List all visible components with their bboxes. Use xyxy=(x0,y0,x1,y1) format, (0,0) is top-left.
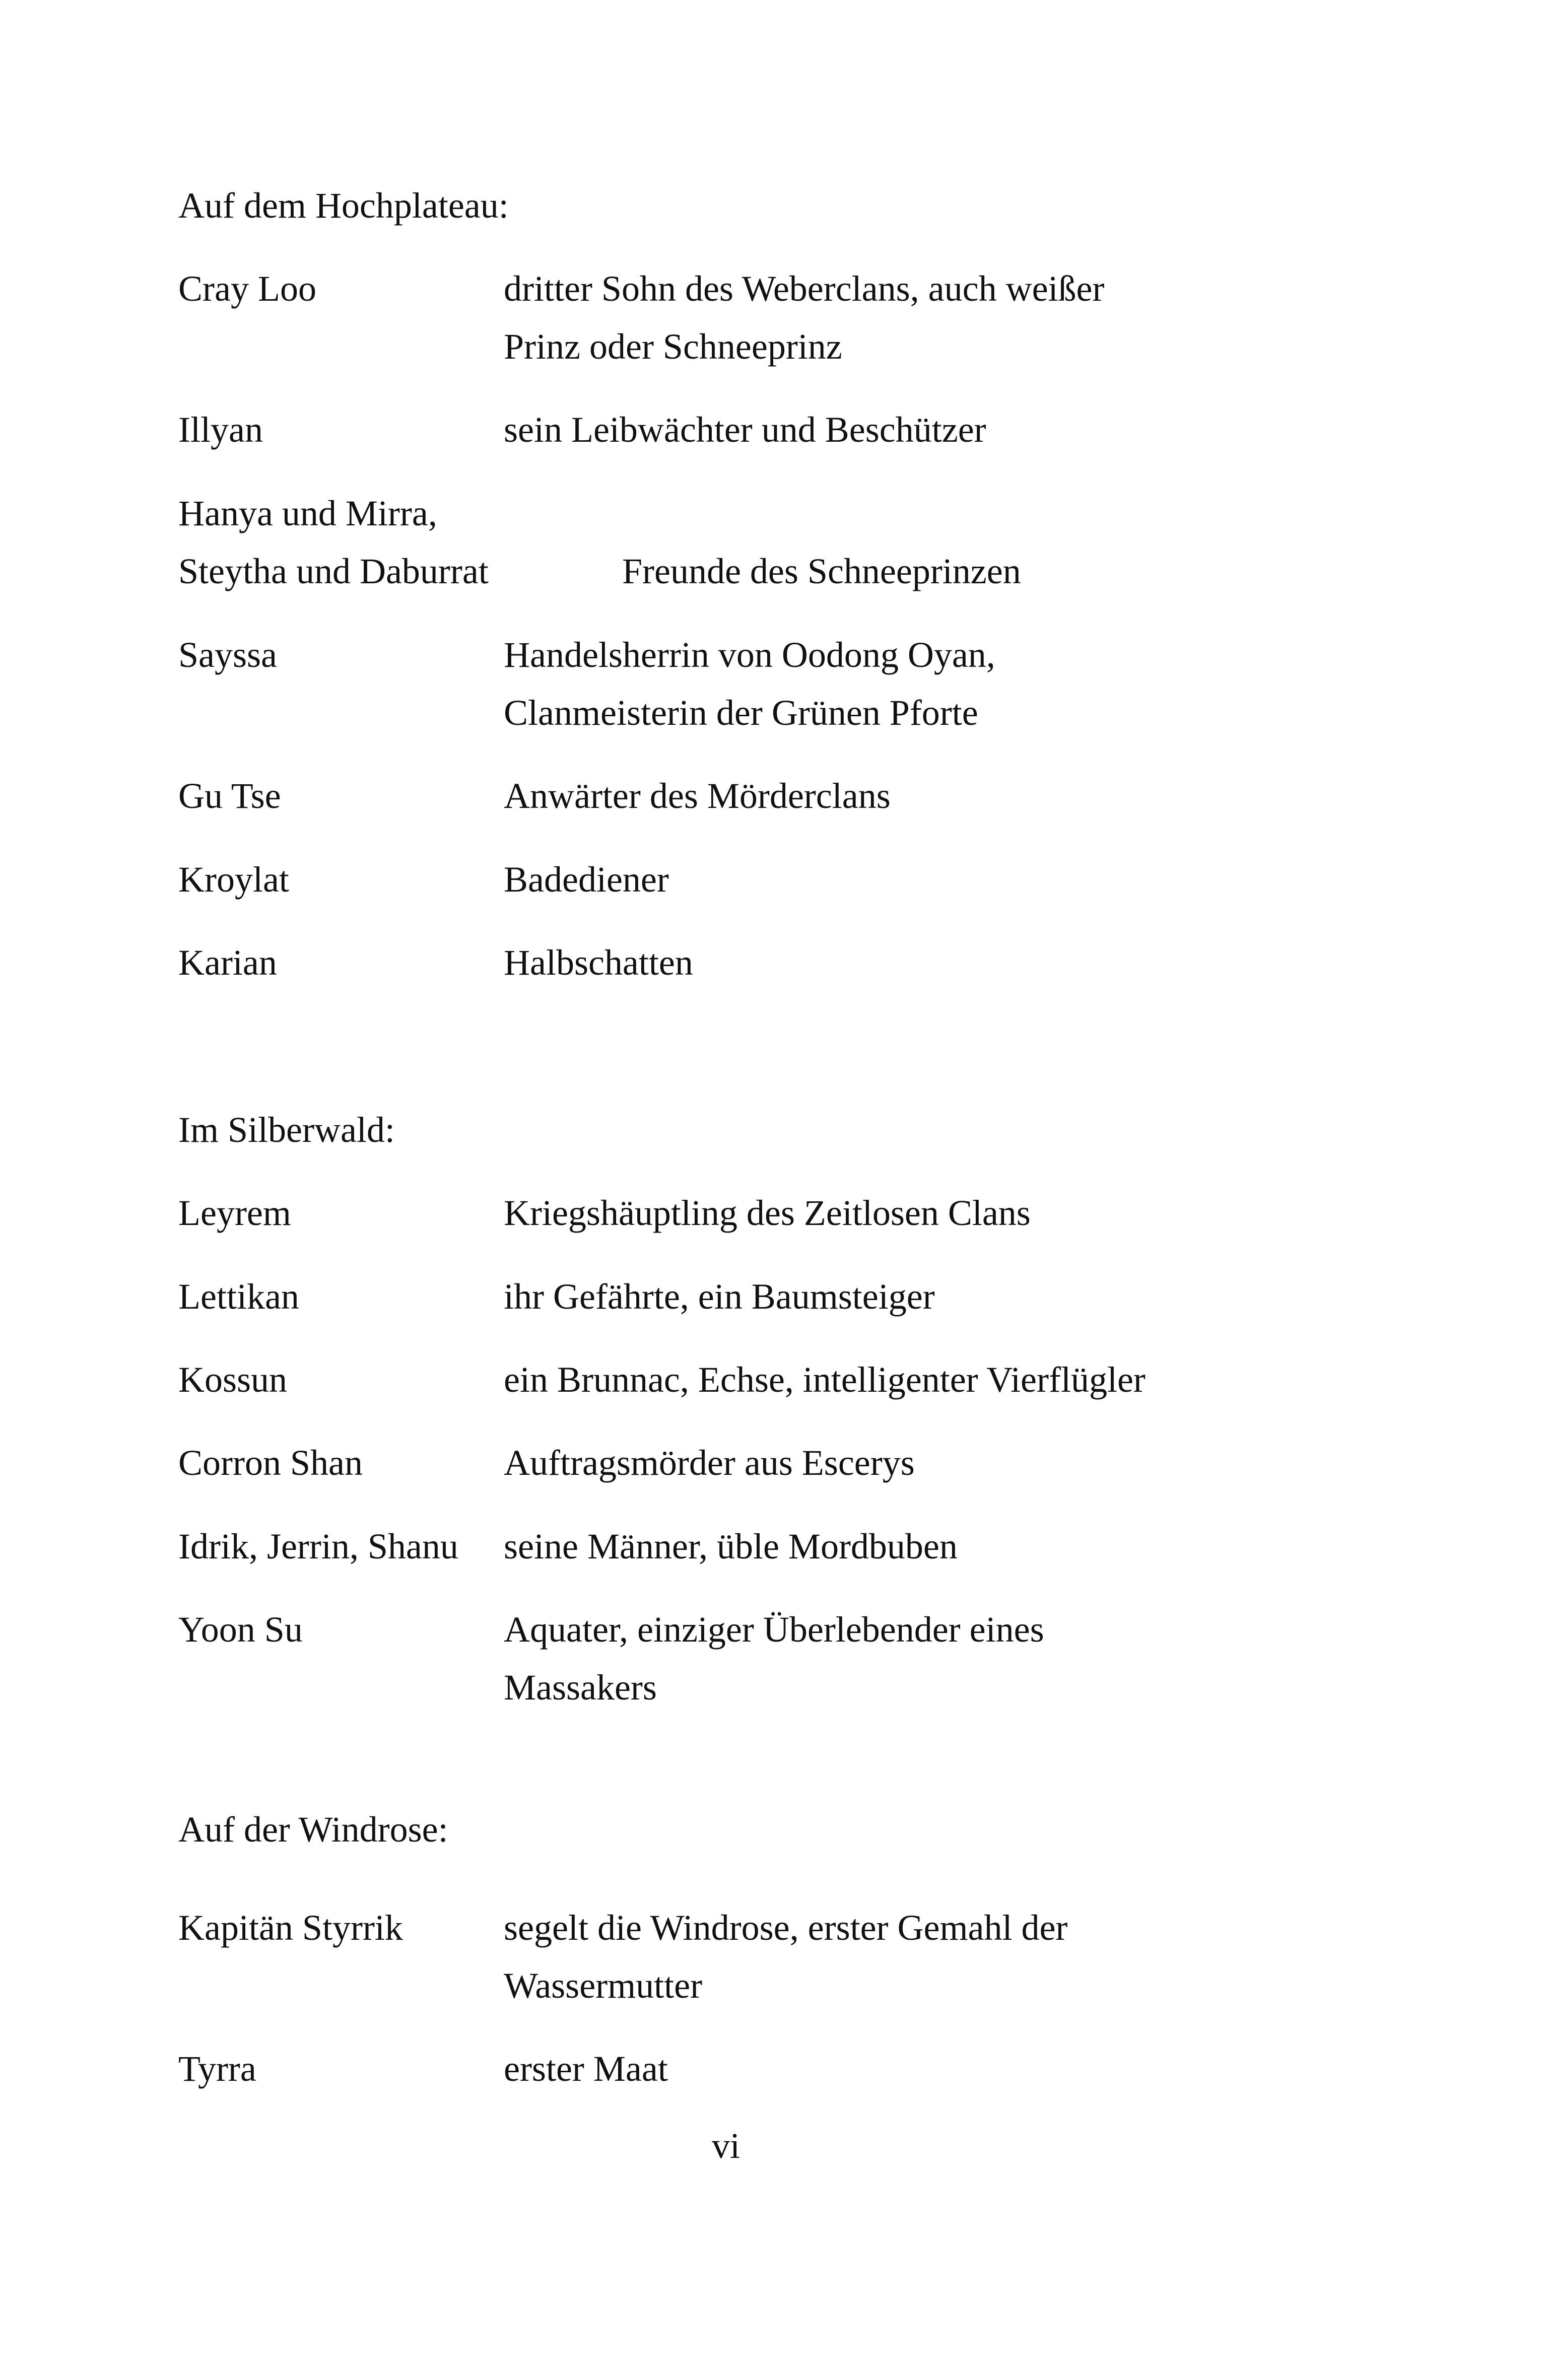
character-name: Karian xyxy=(178,942,277,983)
character-description: Clanmeisterin der Grünen Pforte xyxy=(504,693,978,733)
character-name: Tyrra xyxy=(178,2049,256,2089)
character-description: ihr Gefährte, ein Baumsteiger xyxy=(504,1276,935,1317)
section-heading: Im Silberwald: xyxy=(178,1110,395,1150)
page-number: vi xyxy=(712,2126,741,2166)
character-name: Cray Loo xyxy=(178,268,316,309)
character-name: Lettikan xyxy=(178,1276,299,1317)
character-name: Kossun xyxy=(178,1359,288,1400)
character-description: Kriegshäuptling des Zeitlosen Clans xyxy=(504,1193,1031,1233)
character-description: Auftragsmörder aus Escerys xyxy=(504,1443,915,1483)
character-description: Prinz oder Schneeprinz xyxy=(504,326,842,367)
character-name: Illyan xyxy=(178,410,263,450)
character-description: Freunde des Schneeprinzen xyxy=(622,551,1021,591)
character-name: Steytha und Daburrat xyxy=(178,551,489,591)
character-name: Idrik, Jerrin, Shanu xyxy=(178,1526,458,1567)
character-name: Sayssa xyxy=(178,635,277,675)
character-description: seine Männer, üble Mordbuben xyxy=(504,1526,958,1567)
character-description: sein Leibwächter und Beschützer xyxy=(504,410,986,450)
character-description: dritter Sohn des Weberclans, auch weißer xyxy=(504,268,1105,309)
section-heading: Auf der Windrose: xyxy=(178,1809,448,1850)
character-description: ein Brunnac, Echse, intelligenter Vierflügler xyxy=(504,1359,1146,1400)
character-name: Gu Tse xyxy=(178,776,281,816)
character-description: erster Maat xyxy=(504,2049,668,2089)
character-description: Handelsherrin von Oodong Oyan, xyxy=(504,635,995,675)
character-name: Kapitän Styrrik xyxy=(178,1908,403,1948)
character-description: segelt die Windrose, erster Gemahl der xyxy=(504,1908,1068,1948)
character-name: Corron Shan xyxy=(178,1443,363,1483)
character-name: Hanya und Mirra, xyxy=(178,493,437,533)
character-description: Massakers xyxy=(504,1667,657,1708)
character-description: Anwärter des Mörderclans xyxy=(504,776,891,816)
character-name: Kroylat xyxy=(178,859,289,900)
character-description: Badediener xyxy=(504,859,669,900)
character-description: Aquater, einziger Überlebender eines xyxy=(504,1609,1044,1650)
character-name: Yoon Su xyxy=(178,1609,303,1650)
character-description: Wassermutter xyxy=(504,1965,703,2006)
character-description: Halbschatten xyxy=(504,942,693,983)
character-name: Leyrem xyxy=(178,1193,291,1233)
section-heading: Auf dem Hochplateau: xyxy=(178,185,509,226)
